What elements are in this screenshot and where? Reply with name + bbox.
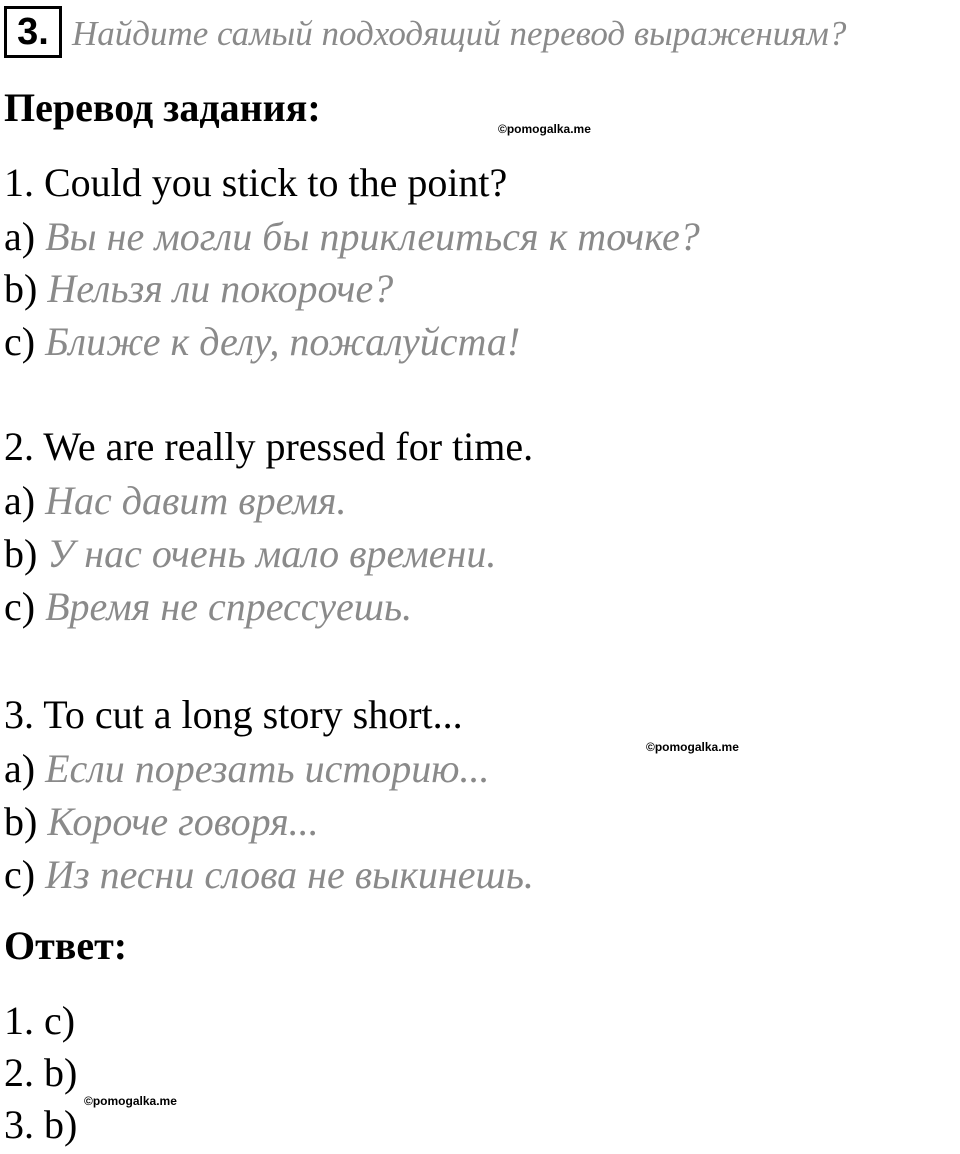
question-2-option-a: [4, 476, 346, 526]
option-letter: c): [4, 852, 36, 897]
answer-2: 2. b): [4, 1050, 78, 1095]
option-letter: a): [4, 478, 36, 523]
option-text: У нас очень мало времени.: [47, 531, 497, 576]
option-text: Из песни слова не выкинешь.: [45, 852, 534, 897]
option-text: Короче говоря...: [47, 799, 319, 844]
translation-heading: Перевод задания:: [4, 85, 321, 130]
question-3: 3. To cut a long story short...: [4, 692, 463, 737]
option-text: Ближе к делу, пожалуйста!: [45, 319, 521, 364]
option-letter: a): [4, 214, 36, 259]
answer-3: 3. b): [4, 1102, 78, 1147]
question-2-option-b: [4, 529, 496, 579]
option-letter: b): [4, 266, 38, 311]
watermark: ©pomogalka.me: [646, 740, 739, 754]
task-number: 3.: [4, 6, 62, 58]
question-2: 2. We are really pressed for time.: [4, 424, 534, 469]
answer-heading: Ответ:: [4, 923, 128, 968]
option-text: Время не спрессуешь.: [45, 584, 413, 629]
option-text: Если порезать историю...: [45, 746, 490, 791]
option-text: Нас давит время.: [45, 478, 347, 523]
option-text: Вы не могли бы приклеиться к точке?: [45, 214, 700, 259]
question-3-option-c: [4, 850, 534, 900]
question-1-option-b: [4, 264, 393, 314]
option-letter: c): [4, 319, 36, 364]
watermark: ©pomogalka.me: [84, 1094, 177, 1108]
question-1-option-c: [4, 317, 520, 367]
question-3-option-a: [4, 744, 489, 794]
option-text: Нельзя ли покороче?: [47, 266, 394, 311]
question-3-option-b: [4, 797, 319, 847]
option-letter: b): [4, 531, 38, 576]
question-2-option-c: [4, 582, 412, 632]
option-letter: c): [4, 584, 36, 629]
option-letter: a): [4, 746, 36, 791]
task-prompt: Найдите самый подходящий перевод выражениям?: [72, 14, 847, 53]
question-1-option-a: [4, 212, 700, 262]
question-1: 1. Could you stick to the point?: [4, 160, 508, 205]
watermark: ©pomogalka.me: [498, 122, 591, 136]
option-letter: b): [4, 799, 38, 844]
answer-1: 1. c): [4, 998, 76, 1043]
